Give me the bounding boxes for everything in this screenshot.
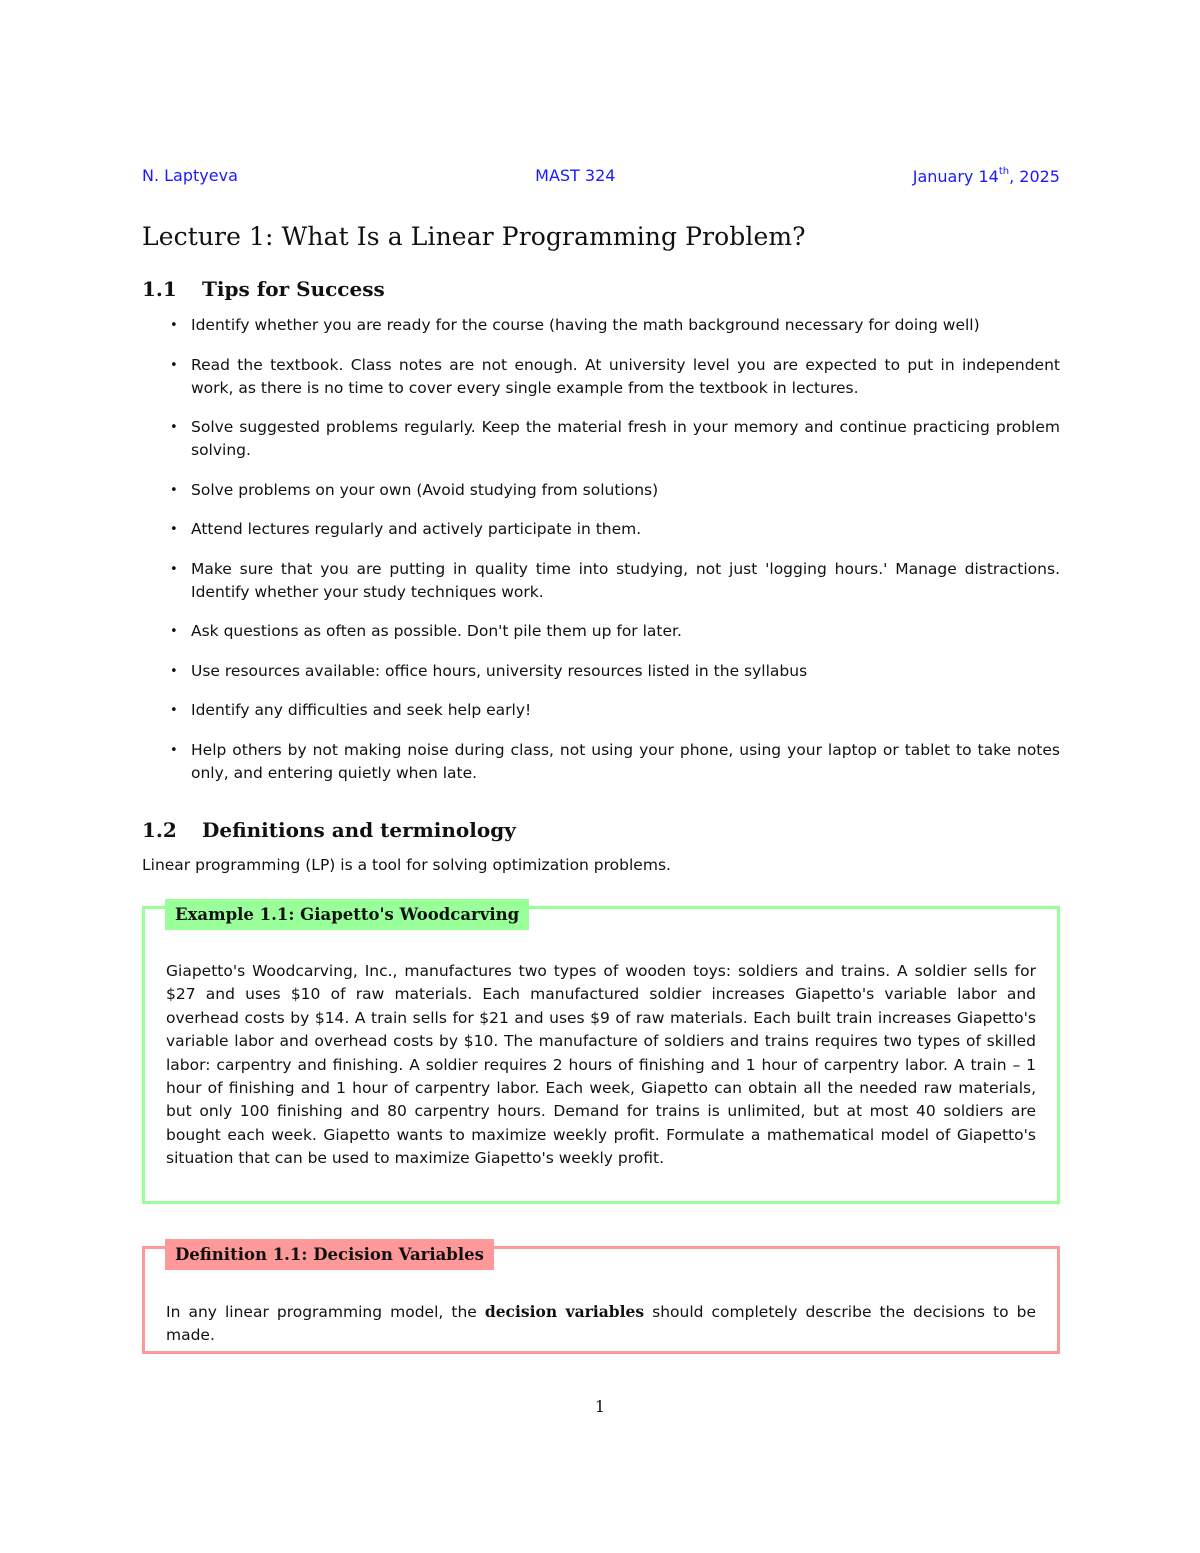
lecture-title: Lecture 1: What Is a Linear Programming Problem?: [142, 222, 806, 251]
bullet-icon: •: [170, 561, 178, 577]
bullet-icon: •: [170, 357, 178, 373]
tips-list: [142, 314, 1060, 801]
example-body: Giapetto's Woodcarving, Inc., manufactures two types of wooden toys: soldiers and trains. A soldier sells for $27 and uses $10 of raw materials. Each manufactured soldier increases Giapetto's variable labor and overhead costs by $14. A train sells for $21 and uses $9 of raw materials. Each built train increases Giapetto's variable labor and overhead costs by $10. The manufacture of soldiers and trains requires two types of skilled labor: carpentry and finishing. A soldier requires 2 hours of finishing and 1 hour of carpentry labor. A train – 1 hour of finishing and 1 hour of carpentry labor. Each week, Giapetto can obtain all the needed raw materials, but only 100 finishing and 80 carpentry hours. Demand for trains is unlimited, but at most 40 soldiers are bought each week. Giapetto wants to maximize weekly profit. Formulate a mathematical model of Giapetto's situation that can be used to maximize Giapetto's weekly profit.: [166, 962, 1036, 1168]
header-course: MAST 324: [535, 166, 616, 185]
bullet-icon: •: [170, 742, 178, 758]
list-item: • Use resources available: office hours, university resources listed in the syllabus: [142, 660, 1060, 683]
bullet-icon: •: [170, 522, 178, 537]
definition-body: In any linear programming model, the decision variables should completely describe the decisions to be made.: [166, 1302, 1036, 1345]
list-item: • Identify whether you are ready for the course (having the math background necessary for doing well): [142, 314, 1060, 337]
list-item: • Solve problems on your own (Avoid studying from solutions): [142, 479, 1060, 502]
header-author: N. Laptyeva: [142, 166, 238, 185]
page-header: [142, 166, 1060, 186]
example-label: Example 1.1: Giapetto's Woodcarving: [165, 899, 529, 930]
list-item: • Help others by not making noise during class, not using your phone, using your laptop or tablet to take notes only, and entering quietly when late.: [170, 740, 1060, 782]
page-number: 1: [594, 1397, 606, 1416]
bullet-icon: •: [170, 482, 178, 498]
list-item: • Identify any difficulties and seek help early!: [142, 699, 1060, 722]
bullet-icon: •: [170, 703, 178, 718]
section-heading-definitions: 1.2 Definitions and terminology: [142, 818, 516, 842]
list-item: • Ask questions as often as possible. Don't pile them up for later.: [142, 620, 1060, 643]
section-heading-tips: 1.1 Tips for Success: [142, 277, 385, 301]
definition-box: [142, 1246, 1060, 1354]
bullet-icon: •: [170, 318, 178, 333]
definition-term: decision variables: [484, 1302, 645, 1321]
list-item: • Read the textbook. Class notes are not enough. At university level you are expected to put in independent work, as there is no time to cover every single example from the textbook in lectures.: [170, 355, 1060, 397]
list-item: • Attend lectures regularly and actively participate in them.: [142, 518, 1060, 541]
header-date: January 14th, 2025: [912, 166, 1060, 186]
list-item: • Solve suggested problems regularly. Keep the material fresh in your memory and continue practicing problem solving.: [170, 418, 1060, 459]
definition-label: Definition 1.1: Decision Variables: [165, 1239, 494, 1270]
bullet-icon: •: [170, 420, 178, 435]
example-box: [142, 906, 1060, 1204]
bullet-icon: •: [170, 663, 178, 679]
bullet-icon: •: [170, 624, 178, 639]
list-item: • Make sure that you are putting in quality time into studying, not just 'logging hours.' Manage distractions. Identify whether your study techniques work.: [170, 559, 1060, 601]
section-intro: Linear programming (LP) is a tool for solving optimization problems.: [142, 856, 671, 874]
